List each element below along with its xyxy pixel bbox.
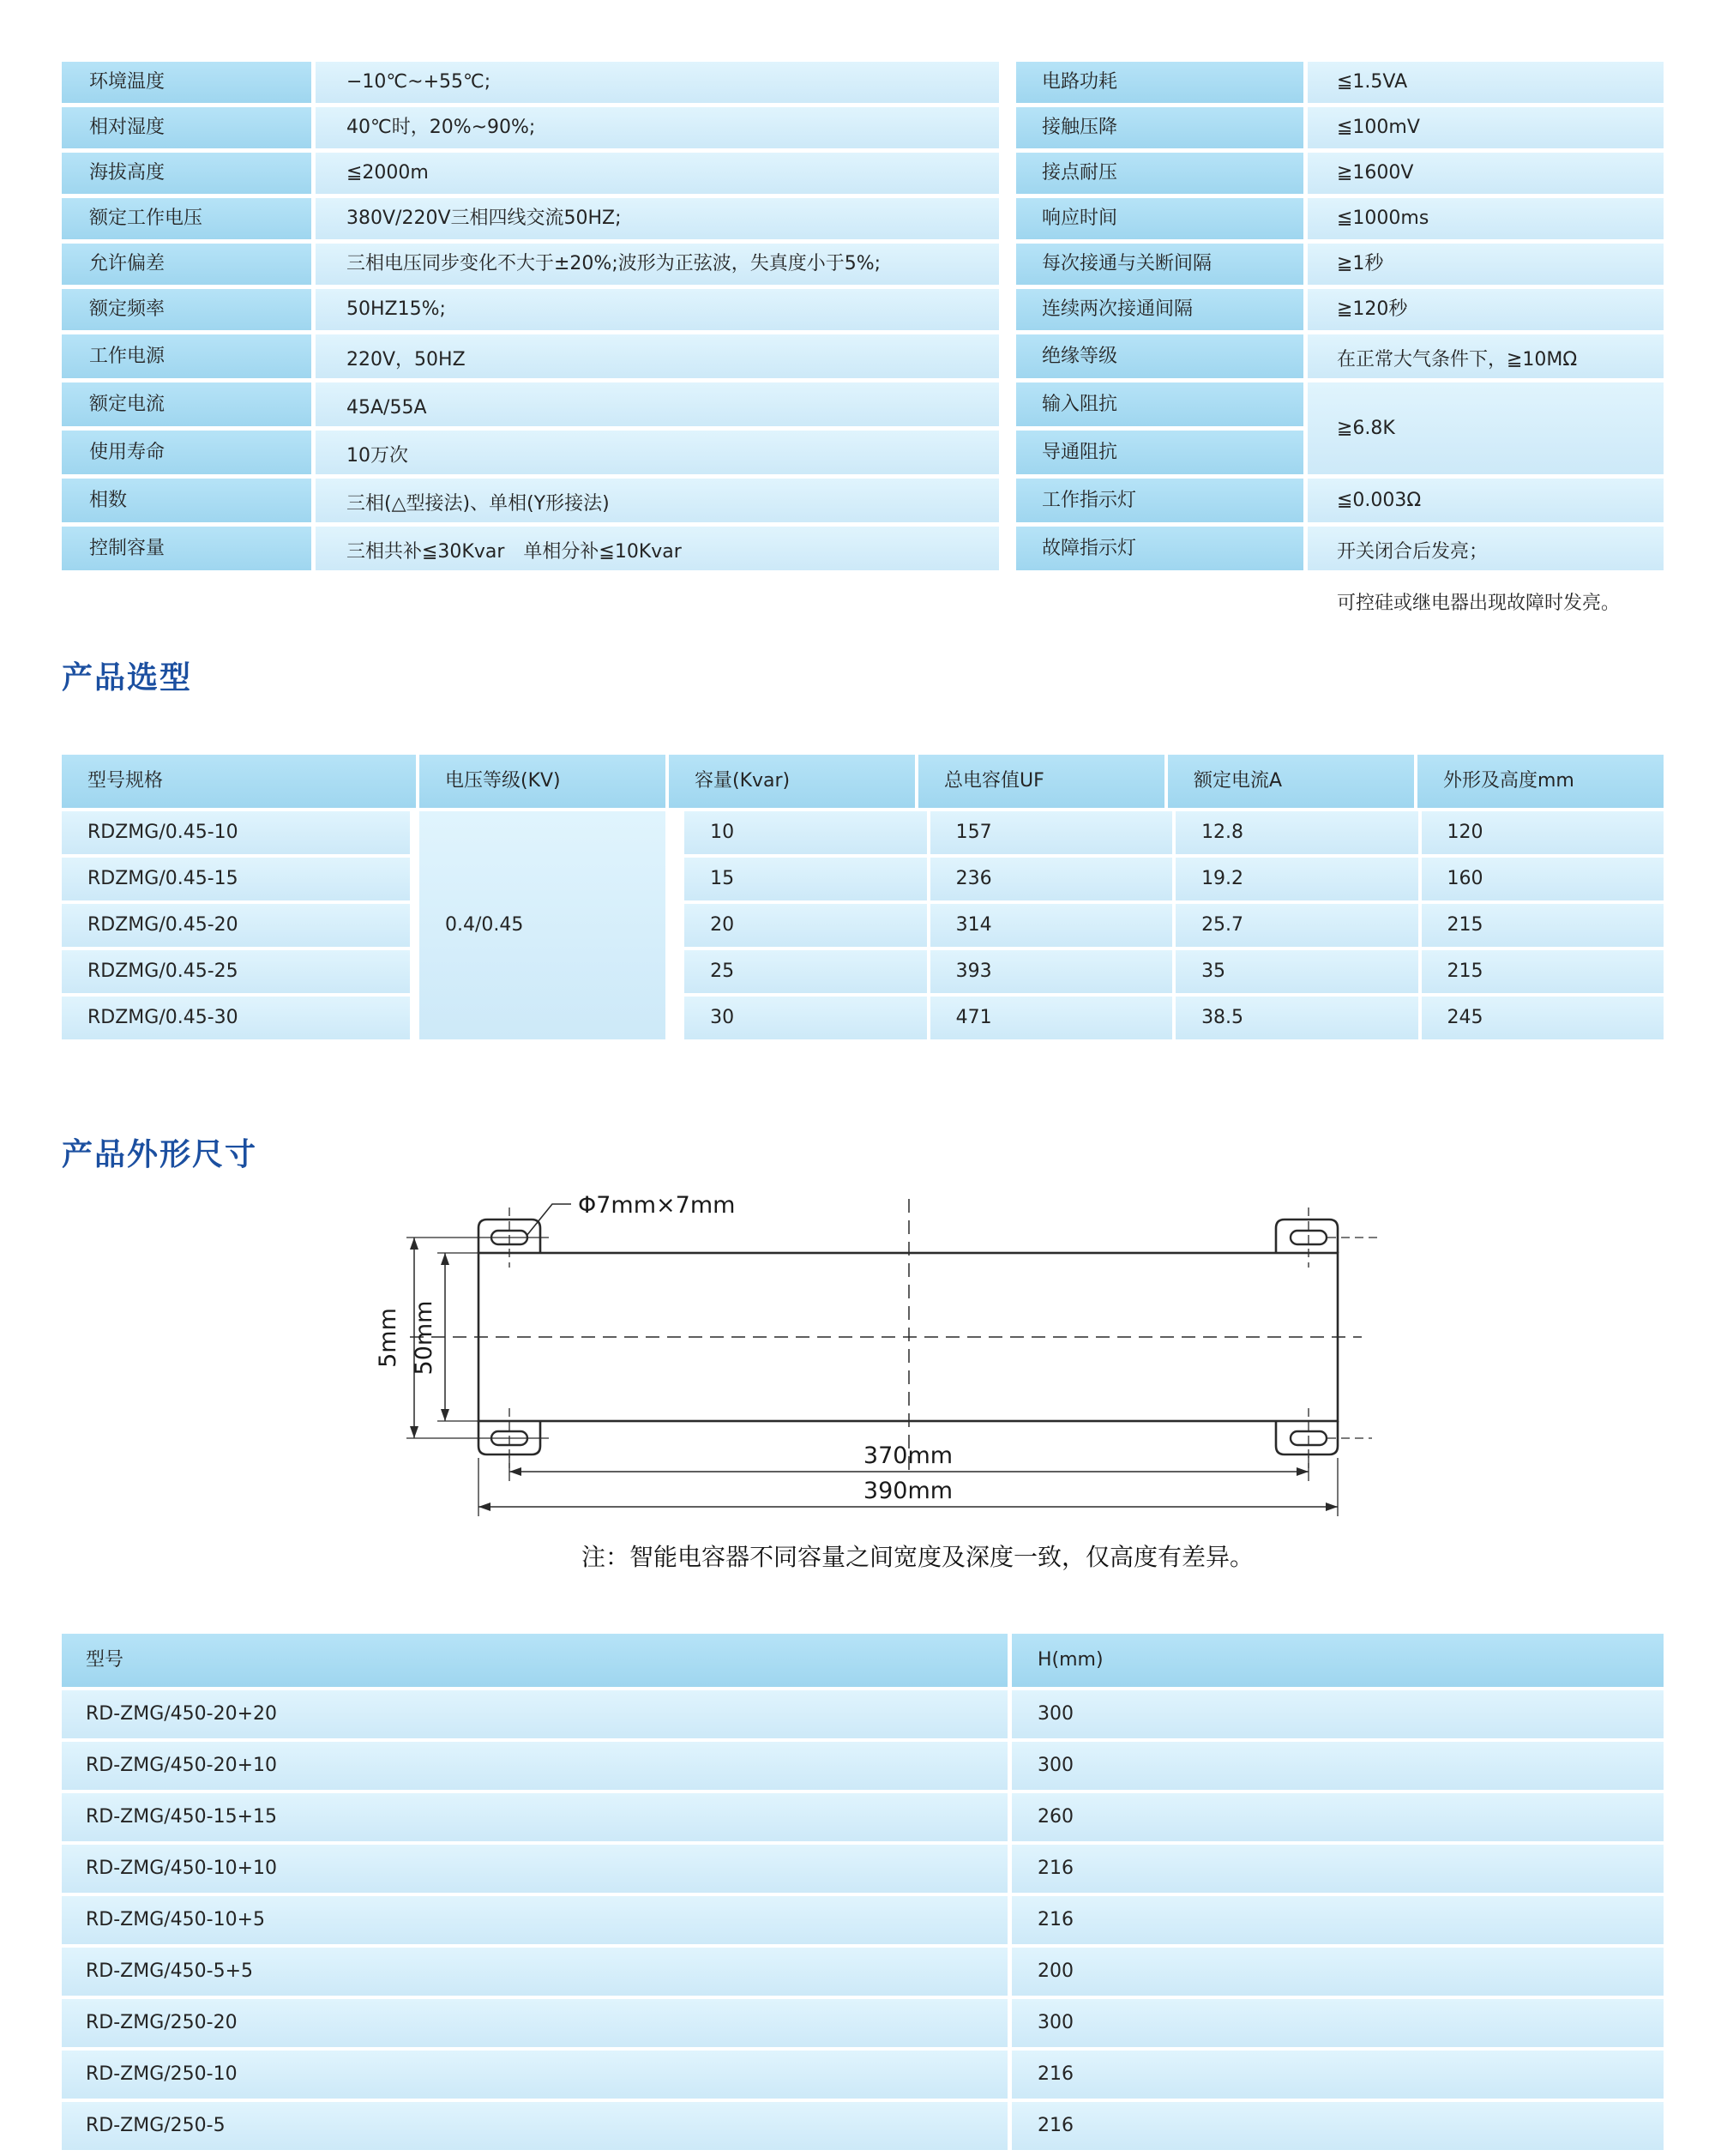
spec-label: 控制容量 <box>62 527 311 570</box>
height-cell: 216 <box>1012 2051 1664 2099</box>
model-cell: RDZMG/0.45-20 <box>62 904 410 947</box>
spec-value: ≧1秒 <box>1308 244 1664 285</box>
amp-cell: 19.2 <box>1176 858 1417 900</box>
kvar-cell: 10 <box>684 811 926 854</box>
spec-label: 连续两次接通间隔 <box>1016 289 1303 330</box>
height-cell: 260 <box>1012 1793 1664 1841</box>
uf-cell: 393 <box>930 950 1172 993</box>
model-cell: RDZMG/0.45-30 <box>62 997 410 1039</box>
spec-label: 输入阻抗 <box>1016 382 1303 426</box>
table-row <box>62 1896 1664 1944</box>
amp-cell: 38.5 <box>1176 997 1417 1039</box>
height-cell: 300 <box>1012 1999 1664 2047</box>
spec-label: 故障指示灯 <box>1016 527 1303 570</box>
height-cell: 215 <box>1422 950 1664 993</box>
spec-value: −10℃~+55℃; <box>316 62 999 103</box>
spec-label: 额定频率 <box>62 289 311 330</box>
spec-label: 海拔高度 <box>62 153 311 194</box>
uf-cell: 236 <box>930 858 1172 900</box>
kvar-cell: 25 <box>684 950 926 993</box>
spec-label: 工作指示灯 <box>1016 479 1303 522</box>
uf-cell: 471 <box>930 997 1172 1039</box>
spec-value: ≦1000ms <box>1308 198 1664 239</box>
column-header: 电压等级(KV) <box>419 755 665 808</box>
table-header-row <box>62 1634 1664 1687</box>
spec-value: ≧1600V <box>1308 153 1664 194</box>
spec-value: 45A/55A <box>316 382 999 426</box>
spec-value: ≦1.5VA <box>1308 62 1664 103</box>
height-cell: 120 <box>1422 811 1664 854</box>
height-cell: 216 <box>1012 1896 1664 1944</box>
spec-label: 导通阻抗 <box>1016 431 1303 474</box>
model-cell: RD-ZMG/250-5 <box>62 2102 1008 2150</box>
section-title-dimensions: 产品外形尺寸 <box>62 1137 258 1172</box>
spec-label: 环境温度 <box>62 62 311 103</box>
spec-label: 接触压降 <box>1016 107 1303 148</box>
dim-370mm-label: 370mm <box>863 1442 954 1469</box>
column-header: 型号规格 <box>62 755 416 808</box>
height-cell: 300 <box>1012 1742 1664 1790</box>
model-cell: RDZMG/0.45-25 <box>62 950 410 993</box>
spec-value: ≦0.003Ω <box>1308 479 1664 522</box>
column-header: 容量(Kvar) <box>669 755 915 808</box>
spec-value: 三相电压同步变化不大于±20%;波形为正弦波，失真度小于5%; <box>316 244 999 285</box>
spec-label: 使用寿命 <box>62 431 311 474</box>
spec-label: 工作电源 <box>62 334 311 378</box>
model-cell: RD-ZMG/450-15+15 <box>62 1793 1008 1841</box>
height-cell: 300 <box>1012 1690 1664 1738</box>
column-header: 外形及高度mm <box>1417 755 1664 808</box>
model-cell: RD-ZMG/450-10+5 <box>62 1896 1008 1944</box>
spec-value: 开关闭合后发亮； <box>1308 527 1664 570</box>
spec-value: 三相(△型接法)、单相(Y形接法) <box>316 479 999 522</box>
amp-cell: 12.8 <box>1176 811 1417 854</box>
spec-label: 绝缘等级 <box>1016 334 1303 378</box>
spec-label: 电路功耗 <box>1016 62 1303 103</box>
table-row <box>62 2102 1664 2150</box>
height-table <box>62 1634 1664 2153</box>
spec-value: 三相共补≦30Kvar 单相分补≦10Kvar <box>316 527 999 570</box>
table-row <box>62 1845 1664 1893</box>
spec-value: 10万次 <box>316 431 999 474</box>
kvar-cell: 15 <box>684 858 926 900</box>
spec-value: 220V，50HZ <box>316 334 999 378</box>
uf-cell: 314 <box>930 904 1172 947</box>
height-cell: 200 <box>1012 1948 1664 1996</box>
spec-label: 响应时间 <box>1016 198 1303 239</box>
dim-50mm-label: 50mm <box>411 1300 437 1376</box>
height-cell: 216 <box>1012 2102 1664 2150</box>
spec-value: ≧120秒 <box>1308 289 1664 330</box>
height-cell: 216 <box>1012 1845 1664 1893</box>
uf-cell: 157 <box>930 811 1172 854</box>
height-cell: 160 <box>1422 858 1664 900</box>
spec-value: 50HZ15%; <box>316 289 999 330</box>
column-header: 型号 <box>62 1634 1008 1687</box>
voltage-merged-cell: 0.4/0.45 <box>419 811 665 1039</box>
spec-label: 允许偏差 <box>62 244 311 285</box>
model-cell: RD-ZMG/450-5+5 <box>62 1948 1008 1996</box>
spec-value: 380V/220V三相四线交流50HZ; <box>316 198 999 239</box>
spec-label: 每次接通与关断间隔 <box>1016 244 1303 285</box>
column-header: 总电容值UF <box>918 755 1164 808</box>
spec-value: ≦2000m <box>316 153 999 194</box>
spec-label: 相对湿度 <box>62 107 311 148</box>
model-cell: RD-ZMG/250-10 <box>62 2051 1008 2099</box>
table-row <box>62 1742 1664 1790</box>
kvar-cell: 30 <box>684 997 926 1039</box>
model-cell: RDZMG/0.45-10 <box>62 811 410 854</box>
dim-5mm-label: 5mm <box>375 1308 401 1368</box>
spec-label: 接点耐压 <box>1016 153 1303 194</box>
table-row <box>62 1690 1664 1738</box>
column-header: 额定电流A <box>1168 755 1414 808</box>
spec-label: 额定工作电压 <box>62 198 311 239</box>
table-row <box>62 2051 1664 2099</box>
spec-label: 相数 <box>62 479 311 522</box>
drawing-note: 注：智能电容器不同容量之间宽度及深度一致，仅高度有差异。 <box>581 1543 1254 1571</box>
callout-hole-label: Φ7mm×7mm <box>578 1192 736 1219</box>
model-cell: RD-ZMG/450-10+10 <box>62 1845 1008 1893</box>
dim-390mm-label: 390mm <box>863 1478 954 1504</box>
fault-indicator-footnote: 可控硅或继电器出现故障时发亮。 <box>1337 593 1621 614</box>
amp-cell: 35 <box>1176 950 1417 993</box>
height-cell: 245 <box>1422 997 1664 1039</box>
column-header: H(mm) <box>1012 1634 1664 1687</box>
table-row <box>62 1999 1664 2047</box>
table-row <box>62 1793 1664 1841</box>
spec-label: 额定电流 <box>62 382 311 426</box>
amp-cell: 25.7 <box>1176 904 1417 947</box>
model-cell: RD-ZMG/450-20+20 <box>62 1690 1008 1738</box>
spec-value: ≧6.8K <box>1308 382 1664 474</box>
section-title-selection: 产品选型 <box>62 660 193 696</box>
model-cell: RD-ZMG/250-20 <box>62 1999 1008 2047</box>
spec-value: 在正常大气条件下，≧10MΩ <box>1308 334 1664 378</box>
spec-value: 40℃时，20%~90%; <box>316 107 999 148</box>
height-cell: 215 <box>1422 904 1664 947</box>
model-cell: RDZMG/0.45-15 <box>62 858 410 900</box>
spec-value: ≦100mV <box>1308 107 1664 148</box>
table-row <box>62 1948 1664 1996</box>
model-cell: RD-ZMG/450-20+10 <box>62 1742 1008 1790</box>
kvar-cell: 20 <box>684 904 926 947</box>
